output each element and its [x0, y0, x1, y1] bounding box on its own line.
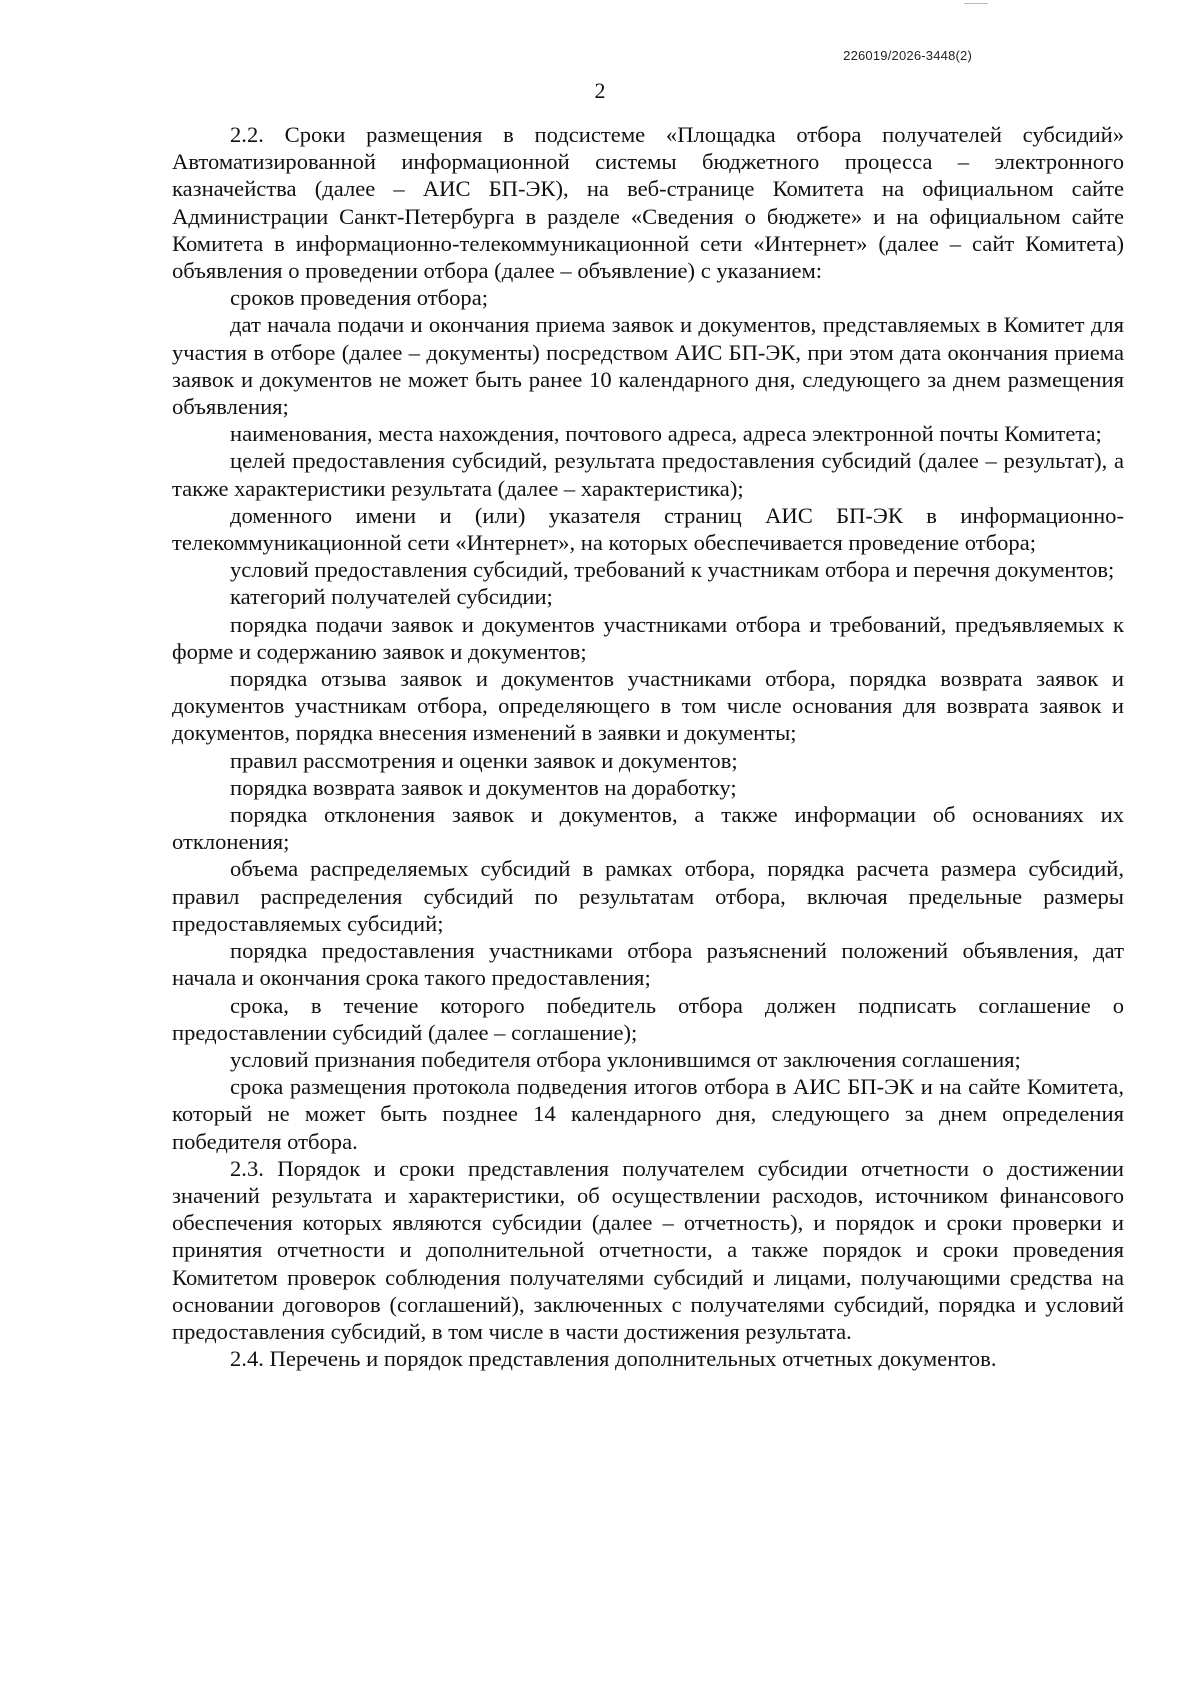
document-id: 226019/2026-3448(2): [843, 48, 972, 63]
list-item-committee-address: наименования, места нахождения, почтового адреса, адреса электронной почты Комитета;: [230, 421, 1102, 447]
paragraph-2-4: 2.4. Перечень и порядок представления дополнительных отчетных документов.: [230, 1346, 997, 1372]
list-item-agreement-term: срока, в течение которого победитель отбора должен подписать соглашение о предоставлении субсидий (далее – соглашение);: [172, 992, 1124, 1045]
document-body: [172, 121, 1124, 1372]
list-item-submission-dates: дат начала подачи и окончания приема заявок и документов, представляемых в Комитет для участия в отборе (далее – документы) посредством АИС БП-ЭК, при этом дата окончания приема заявок и документов не может быть ранее 10 календарного дня, следующего за днем размещения объявления;: [172, 312, 1124, 420]
list-item-clarifications: порядка предоставления участниками отбора разъяснений положений объявления, дат начала и окончания срока такого предоставления;: [172, 938, 1124, 991]
list-item-dates-of-selection: сроков проведения отбора;: [230, 285, 489, 311]
list-item-domain-name: доменного имени и (или) указателя страниц АИС БП-ЭК в информационно-телекоммуникационной сети «Интернет», на которых обеспечивается проведение отбора;: [172, 502, 1124, 556]
scan-edge-mark: [964, 0, 988, 4]
list-item-submission-order: порядка подачи заявок и документов участниками отбора и требований, предъявляемых к форме и содержанию заявок и документов;: [172, 611, 1124, 664]
list-item-withdrawal-order: порядка отзыва заявок и документов участниками отбора, порядка возврата заявок и документов участникам отбора, определяющего в том числе основания для возврата заявок и документов, порядка внесения изменений в заявки и документы;: [172, 666, 1124, 746]
list-item-subsidy-goals: целей предоставления субсидий, результата предоставления субсидий (далее – результат), а также характеристики результата (далее – характеристика);: [172, 448, 1124, 501]
list-item-evasion-conditions: условий признания победителя отбора уклонившимся от заключения соглашения;: [230, 1046, 1021, 1072]
list-item-recipient-categories: категорий получателей субсидии;: [230, 584, 553, 610]
list-item-conditions: условий предоставления субсидий, требований к участникам отбора и перечня документов;: [230, 557, 1115, 583]
page-number: 2: [594, 78, 606, 103]
list-item-return-for-revision: порядка возврата заявок и документов на доработку;: [230, 774, 737, 800]
paragraph-2-2: 2.2. Сроки размещения в подсистеме «Площадка отбора получателей субсидий» Автоматизированной информационной системы бюджетного процесса – электронного казначейства (далее – АИС БП-ЭК), на веб-странице Комитета на официальном сайте Администрации Санкт-Петербурга в разделе «Сведения о бюджете» и на официальном сайте Комитета в информационно-телекоммуникационной сети «Интернет» (далее – сайт Комитета) объявления о проведении отбора (далее – объявление) с указанием:: [172, 122, 1124, 284]
list-item-protocol-term: срока размещения протокола подведения итогов отбора в АИС БП-ЭК и на сайте Комитета, который не может быть позднее 14 календарного дня, следующего за днем определения победителя отбора.: [172, 1074, 1124, 1154]
list-item-review-rules: правил рассмотрения и оценки заявок и документов;: [230, 747, 738, 773]
list-item-rejection-order: порядка отклонения заявок и документов, а также информации об основаниях их отклонения;: [172, 802, 1124, 855]
paragraph-2-3: 2.3. Порядок и сроки представления получателем субсидии отчетности о достижении значений результата и характеристики, об осуществлении расходов, источником финансового обеспечения которых являются субсидии (далее – отчетность), и порядок и сроки проверки и принятия отчетности и дополнительной отчетности, а также порядок и сроки проведения Комитетом проверок соблюдения получателями субсидий и лицами, получающими средства на основании договоров (соглашений), заключенных с получателями субсидий, порядка и условий предоставления субсидий, в том числе в части достижения результата.: [172, 1155, 1124, 1344]
list-item-subsidy-volume: объема распределяемых субсидий в рамках отбора, порядка расчета размера субсидий, правил распределения субсидий по результатам отбора, включая предельные размеры предоставляемых субсидий;: [172, 856, 1124, 936]
